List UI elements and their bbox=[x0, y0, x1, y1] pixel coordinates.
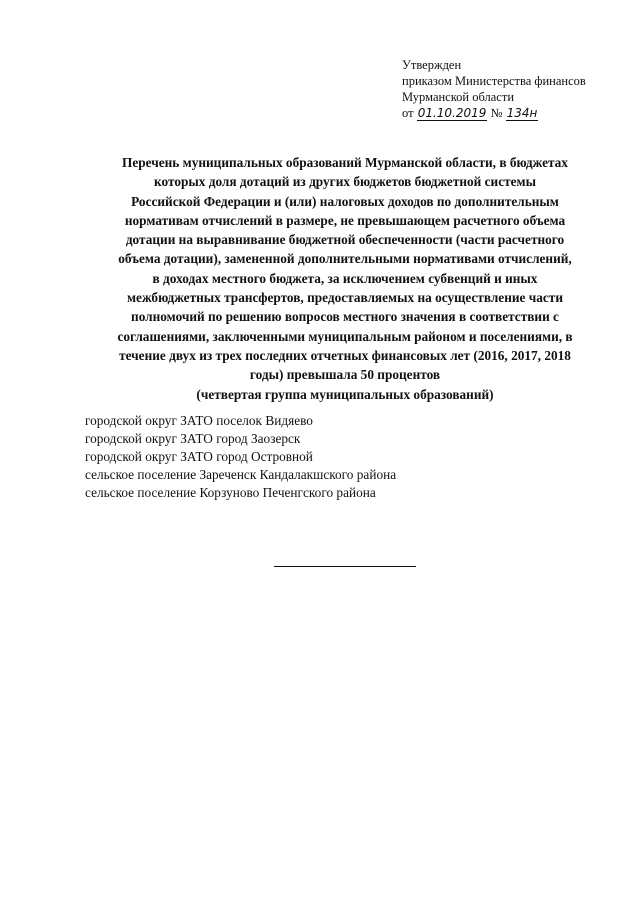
list-item: городской округ ЗАТО город Заозерск bbox=[85, 431, 301, 446]
title-line: дотации на выравнивание бюджетной обеспеченности (части расчетного bbox=[125, 232, 565, 248]
title-line: соглашениями, заключенными муниципальным районом и поселениями, в bbox=[117, 328, 573, 344]
title-line: Перечень муниципальных образований Мурманской области, в бюджетах bbox=[122, 155, 568, 170]
approval-date: 01.10.2019 bbox=[417, 106, 487, 120]
title-line: межбюджетных трансфертов, предоставляемых на осуществление части bbox=[127, 290, 563, 306]
closing-divider bbox=[274, 566, 416, 567]
title-line: объема дотации), замененной дополнительными нормативами отчислений, bbox=[118, 251, 572, 267]
number-prefix: № bbox=[490, 106, 503, 120]
approval-line-date-number bbox=[402, 105, 632, 121]
date-prefix: от bbox=[402, 106, 414, 120]
list-item: сельское поселение Зареченск Кандалакшского района bbox=[85, 467, 397, 482]
document-title bbox=[78, 153, 612, 404]
title-line-group: (четвертая группа муниципальных образований) bbox=[196, 386, 494, 402]
list-item: городской округ ЗАТО поселок Видяево bbox=[85, 413, 313, 428]
approval-line-approved: Утвержден bbox=[402, 58, 462, 72]
title-line: годы) превышала 50 процентов bbox=[249, 367, 441, 383]
title-line: полномочий по решению вопросов местного значения в соответствии с bbox=[131, 309, 559, 325]
title-line: которых доля дотаций из других бюджетов бюджетной системы bbox=[154, 174, 536, 190]
approval-stamp bbox=[402, 57, 632, 121]
approval-line-region: Мурманской области bbox=[402, 90, 515, 104]
title-line: нормативам отчислений в размере, не превышающем расчетного объема bbox=[124, 212, 566, 228]
list-item: городской округ ЗАТО город Островной bbox=[85, 449, 313, 464]
title-line: Российской Федерации и (или) налоговых доходов по дополнительным bbox=[131, 193, 559, 209]
title-line: в доходах местного бюджета, за исключением субвенций и иных bbox=[152, 270, 538, 286]
approval-number: 134н bbox=[506, 106, 538, 120]
list-item: сельское поселение Корзуново Печенгского района bbox=[85, 485, 376, 500]
approval-line-order: приказом Министерства финансов bbox=[402, 74, 586, 88]
title-line: течение двух из трех последних отчетных финансовых лет (2016, 2017, 2018 bbox=[119, 347, 571, 363]
municipality-list bbox=[85, 412, 396, 502]
